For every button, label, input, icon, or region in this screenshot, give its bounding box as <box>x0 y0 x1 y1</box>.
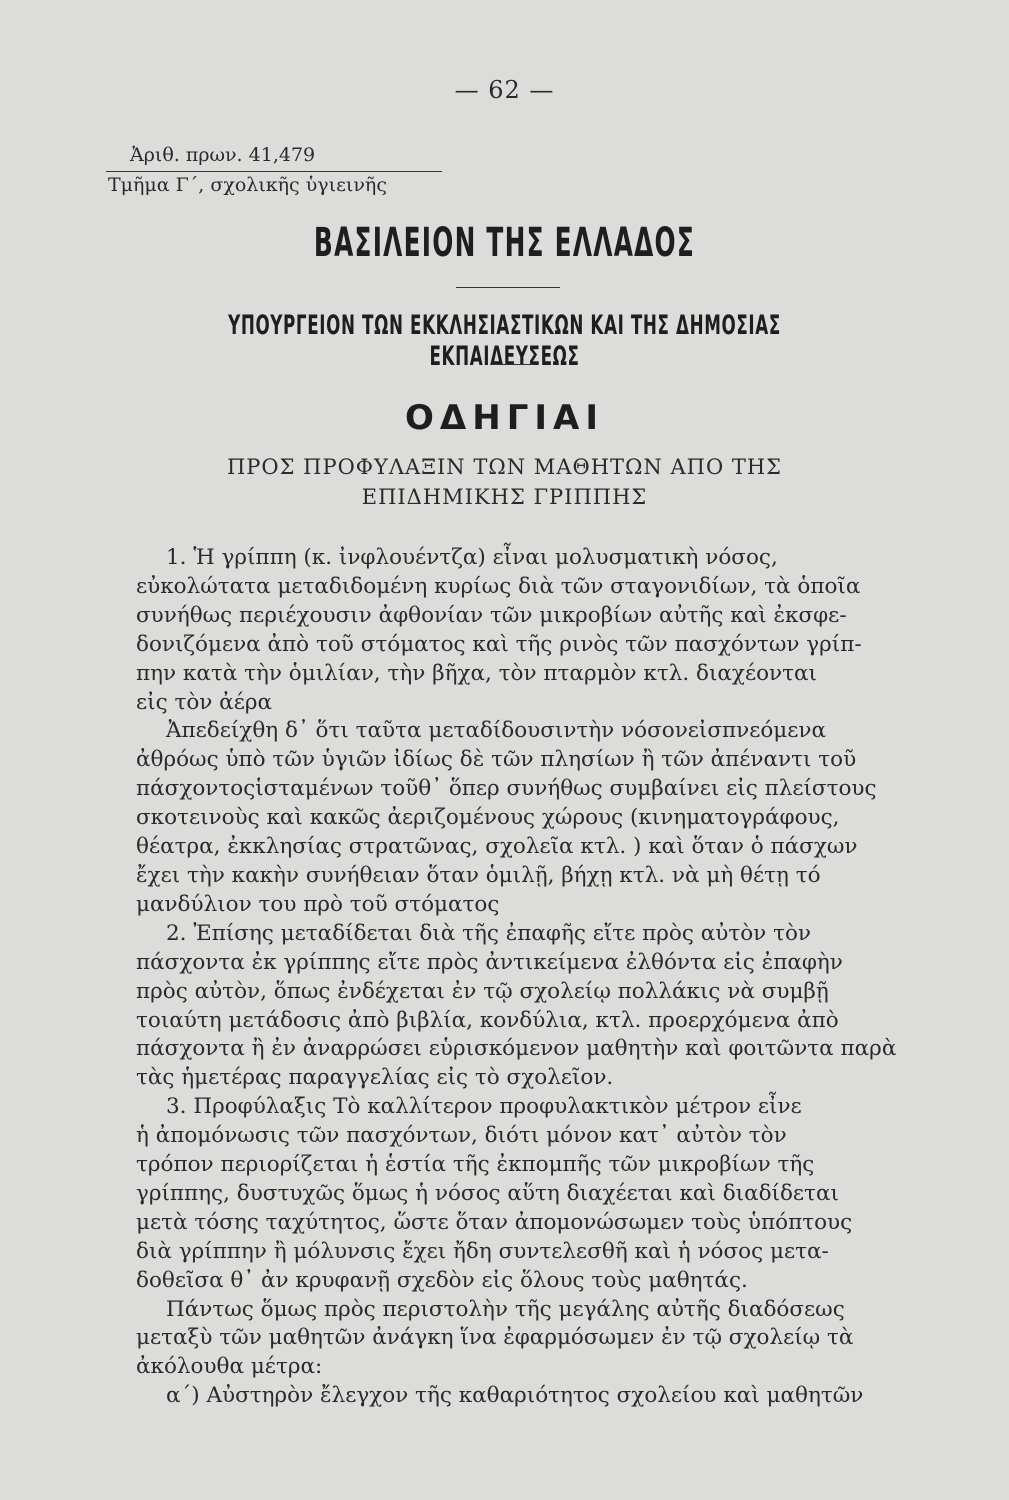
text-line: μετὰ τόσης ταχύτητος, ὥστε ὅταν ἀπομονώσωμεν τοὺς ὑπόπτους <box>136 1209 853 1235</box>
text-line: δονιζόμενα ἀπὸ τοῦ στόματος καὶ τῆς ρινὸς τῶν πασχόντων γρίπ- <box>136 631 862 657</box>
text-line: πάσχοντα ἐκ γρίππης εἴτε πρὸς ἀντικείμενα ἐλθόντα εἰς ἐπαφὴν <box>136 949 843 975</box>
divider-rule <box>456 287 560 288</box>
body-text <box>136 544 966 1411</box>
ministry-title: ΥΠΟΥΡΓΕΙΟΝ ΤΩΝ ΕΚΚΛΗΣΙΑΣΤΙΚΩΝ ΚΑΙ ΤΗΣ ΔΗΜΟΣΙΑΣ ΕΚΠΑΙΔΕΥΣΕΩΣ <box>228 310 781 372</box>
text-line: μανδύλιον του πρὸ τοῦ στόματος <box>136 891 500 917</box>
text-line: ἀκόλουθα μέτρα: <box>136 1354 323 1380</box>
document-subheading <box>0 452 1009 512</box>
protocol-number: Ἀριθ. πρων. 41,479 <box>130 144 316 166</box>
text-line: ἀθρόως ὑπὸ τῶν ὑγιῶν ἰδίως δὲ τῶν πλησίων ἢ τῶν ἀπέναντι τοῦ <box>136 747 857 773</box>
text-line: πην κατὰ τὴν ὁμιλίαν, τὴν βῆχα, τὸν πταρμὸν κτλ. διαχέονται <box>136 660 817 686</box>
text-line: συνήθως περιέχουσιν ἀφθονίαν τῶν μικροβίων αὐτῆς καὶ ἐκσφε- <box>136 602 847 628</box>
text-line: 3. Προφύλαξις Τὸ καλλίτερον προφυλακτικὸν μέτρον εἶνε <box>166 1094 802 1120</box>
text-line: δοθεῖσα θ᾽ ἀν κρυφανῇ σχεδὸν εἰς ὅλους τοὺς μαθητάς. <box>136 1267 748 1293</box>
subheading-line: ΕΠΙΔΗΜΙΚΗΣ ΓΡΙΠΠΗΣ <box>361 485 648 509</box>
text-line: πρὸς αὐτὸν, ὅπως ἐνδέχεται ἐν τῷ σχολείῳ πολλάκις νὰ συμβῇ <box>136 978 829 1004</box>
text-line: γρίππης, δυστυχῶς ὅμως ἡ νόσος αὕτη διαχέεται καὶ διαδίδεται <box>136 1180 839 1206</box>
text-line: ἔχει τὴν κακὴν συνήθειαν ὅταν ὁμιλῇ, βήχῃ κτλ. νὰ μὴ θέτῃ τό <box>136 862 821 888</box>
text-line: 1. Ἡ γρίππη (κ. ἰνφλουέντζα) εἶναι μολυσματικὴ νόσος, <box>166 545 778 570</box>
text-line: Ἀπεδείχθη δ᾽ ὅτι ταῦτα μεταδίδουσιντὴν νόσονεἰσπνεόμενα <box>166 718 827 744</box>
subheading-line: ΠΡΟΣ ΠΡΟΦΥΛΑΞΙΝ ΤΩΝ ΜΑΘΗΤΩΝ ΑΠΟ ΤΗΣ <box>226 455 783 479</box>
text-line: 2. Ἐπίσης μεταδίδεται διὰ τῆς ἐπαφῆς εἴτε πρὸς αὐτὸν τὸν <box>166 920 811 946</box>
text-line: πάσχοντοςἱσταμένων τοῦθ᾽ ὅπερ συνήθως συμβαίνει εἰς πλείστους <box>136 776 877 802</box>
divider-rule-short <box>492 364 534 365</box>
text-line: πάσχοντα ἢ ἐν ἀναρρώσει εὑρισκόμενον μαθητὴν καὶ φοιτῶντα παρὰ <box>136 1036 897 1062</box>
department-name: Τμῆμα Γ΄, σχολικῆς ὑγιεινῆς <box>108 174 387 196</box>
text-line: τὰς ἡμετέρας παραγγελίας εἰς τὸ σχολεῖον. <box>136 1065 614 1091</box>
text-line: σκοτεινοὺς καὶ κακῶς ἀεριζομένους χώρους (κινηματογράφους, <box>136 805 840 831</box>
text-line: διὰ γρίππην ἢ μόλυνσις ἔχει ἤδη συντελεσθῆ καὶ ἡ νόσος μετα- <box>136 1238 829 1264</box>
text-line: μεταξὺ τῶν μαθητῶν ἀνάγκη ἵνα ἐφαρμόσωμεν ἐν τῷ σχολείῳ τὰ <box>136 1325 854 1351</box>
text-line: ἡ ἀπομόνωσις τῶν πασχόντων, διότι μόνον κατ᾽ αὐτὸν τὸν <box>136 1123 787 1149</box>
document-heading: ΟΔΗΓΙΑΙ <box>405 398 604 438</box>
text-line: τρόπον περιορίζεται ἡ ἑστία τῆς ἐκπομπῆς τῶν μικροβίων τῆς <box>136 1152 815 1178</box>
text-line: θέατρα, ἐκκλησίας στρατῶνας, σχολεῖα κτλ. ) καὶ ὅταν ὁ πάσχων <box>136 834 858 860</box>
text-line: εὐκολώτατα μεταδιδομένη κυρίως διὰ τῶν σταγονιδίων, τὰ ὁποῖα <box>136 573 861 599</box>
page-number: — 62 — <box>454 76 555 104</box>
reference-block <box>108 142 442 199</box>
text-line: εἰς τὸν ἀέρα <box>136 689 273 715</box>
text-line: α΄) Αὐστηρὸν ἔλεγχον τῆς καθαριότητος σχολείου καὶ μαθητῶν <box>166 1383 864 1409</box>
text-line: Πάντως ὅμως πρὸς περιστολὴν τῆς μεγάλης αὐτῆς διαδόσεως <box>166 1296 845 1322</box>
text-line: τοιαύτη μετάδοσις ἀπὸ βιβλία, κονδύλια, κτλ. προερχόμενα ἀπὸ <box>136 1007 839 1033</box>
kingdom-title: ΒΑΣΙΛΕΙΟΝ ΤΗΣ ΕΛΛΑΔΟΣ <box>313 220 696 266</box>
